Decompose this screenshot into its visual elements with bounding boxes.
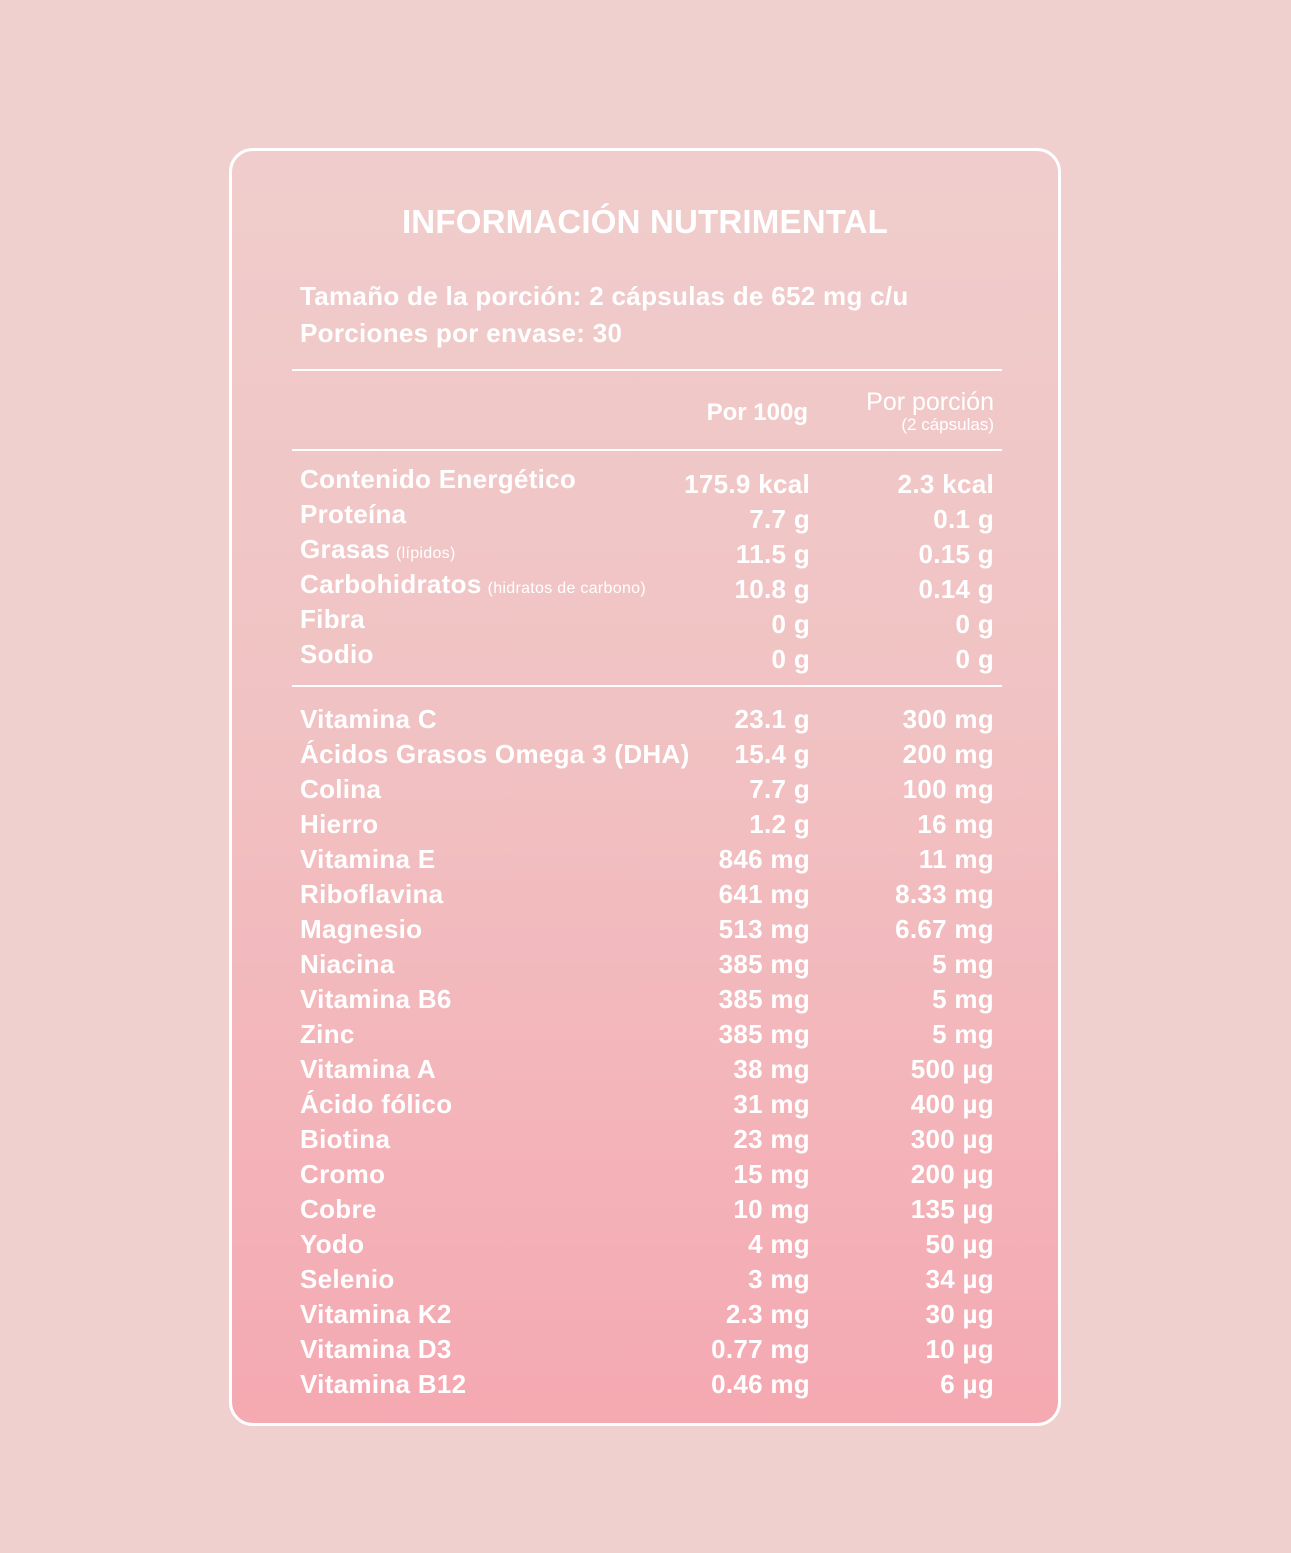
- value-per-100g: 7.7 g: [749, 504, 810, 534]
- value-per-100g: 0 g: [771, 644, 810, 674]
- nutrient-name: [300, 1227, 364, 1262]
- nutrient-name-text: Niacina: [300, 949, 395, 979]
- nutrient-name-text: Vitamina D3: [300, 1334, 452, 1364]
- value-per-100g: 513 mg: [718, 914, 810, 944]
- value-per-100g: 2.3 mg: [725, 1299, 810, 1329]
- value-per-serving: 6 µg: [940, 1369, 994, 1399]
- value-per-serving: 135 µg: [910, 1194, 994, 1224]
- nutrient-name: [300, 497, 406, 532]
- nutrient-row: [300, 947, 998, 982]
- nutrient-name: [300, 772, 381, 807]
- value-per-serving: 8.33 mg: [895, 879, 994, 909]
- nutrient-name-text: Zinc: [300, 1019, 355, 1049]
- value-per-serving: 11 mg: [918, 844, 994, 874]
- value-per-100g: 11.5 g: [735, 539, 810, 569]
- nutrient-name: [300, 1367, 466, 1402]
- value-per-100g: 23.1 g: [734, 704, 810, 734]
- nutrient-name-text: Vitamina E: [300, 844, 436, 874]
- nutrient-row: [300, 807, 998, 842]
- nutrient-row: [300, 982, 998, 1017]
- divider-header: [292, 449, 1002, 451]
- value-per-serving: 16 mg: [917, 809, 994, 839]
- value-per-100g: 175.9 kcal: [684, 469, 810, 499]
- nutrient-row: [300, 772, 998, 807]
- nutrient-name: [300, 1087, 452, 1122]
- value-per-serving: 100 mg: [902, 774, 994, 804]
- nutrient-name: [300, 637, 374, 672]
- micronutrient-list: [300, 702, 998, 1402]
- nutrient-name-text: Ácidos Grasos Omega 3 (DHA): [300, 739, 690, 769]
- label-title: INFORMACIÓN NUTRIMENTAL: [401, 203, 889, 240]
- value-per-100g: 15.4 g: [734, 739, 810, 769]
- nutrition-facts-panel: [229, 148, 1061, 1426]
- value-per-100g: 385 mg: [718, 1019, 810, 1049]
- value-per-serving: 34 µg: [925, 1264, 994, 1294]
- value-per-serving: 0.15 g: [918, 539, 994, 569]
- value-per-100g: 23 mg: [733, 1124, 810, 1154]
- nutrient-name: [300, 912, 422, 947]
- nutrient-row: [300, 1087, 998, 1122]
- nutrient-name: [300, 807, 378, 842]
- value-per-serving: 0 g: [955, 609, 994, 639]
- value-per-100g: 1.2 g: [749, 809, 810, 839]
- nutrient-row: [300, 842, 998, 877]
- value-per-serving: 0 g: [955, 644, 994, 674]
- nutrient-row: [300, 1227, 998, 1262]
- nutrient-row: [300, 602, 998, 637]
- nutrient-row: [300, 737, 998, 772]
- value-per-100g: 0 g: [771, 609, 810, 639]
- nutrient-note: (lípidos): [395, 545, 456, 562]
- value-per-100g: 846 mg: [718, 844, 810, 874]
- value-per-serving: 200 µg: [910, 1159, 994, 1189]
- value-per-100g: 0.77 mg: [711, 1334, 810, 1364]
- nutrient-name: [300, 842, 435, 877]
- value-per-serving: 0.14 g: [918, 574, 994, 604]
- divider-macros: [292, 685, 1002, 687]
- nutrient-name-text: Riboflavina: [300, 879, 444, 909]
- nutrient-note: (hidratos de carbono): [487, 580, 646, 597]
- value-per-serving: 300 µg: [910, 1124, 994, 1154]
- nutrient-row: [300, 532, 998, 567]
- divider-top: [292, 369, 1002, 371]
- nutrient-name: [300, 1192, 377, 1227]
- nutrient-row: [300, 1297, 998, 1332]
- nutrient-name: [300, 1122, 390, 1157]
- nutrient-name: [300, 1052, 436, 1087]
- value-per-serving: 300 mg: [902, 704, 994, 734]
- nutrient-name: [300, 877, 443, 912]
- nutrient-row: [300, 702, 998, 737]
- nutrient-name: [300, 702, 437, 737]
- column-header-per-serving-label: Por porción: [866, 388, 994, 416]
- nutrient-name-text: Vitamina B12: [300, 1369, 467, 1399]
- value-per-100g: 641 mg: [718, 879, 810, 909]
- value-per-100g: 3 mg: [748, 1264, 810, 1294]
- nutrient-row: [300, 877, 998, 912]
- nutrient-name-text: Vitamina B6: [300, 984, 452, 1014]
- value-per-100g: 10 mg: [733, 1194, 810, 1224]
- value-per-serving: 10 µg: [925, 1334, 994, 1364]
- nutrient-row: [300, 567, 998, 602]
- nutrient-name: [300, 462, 576, 497]
- value-per-serving: 30 µg: [925, 1299, 994, 1329]
- nutrient-name: [300, 737, 690, 772]
- value-per-100g: 10.8 g: [734, 574, 810, 604]
- value-per-100g: 0.46 mg: [711, 1369, 810, 1399]
- value-per-serving: 6.67 mg: [895, 914, 994, 944]
- nutrient-row: [300, 462, 998, 497]
- value-per-100g: 38 mg: [733, 1054, 810, 1084]
- value-per-serving: 200 mg: [902, 739, 994, 769]
- nutrient-row: [300, 1367, 998, 1402]
- nutrient-name-text: Contenido Energético: [300, 464, 577, 494]
- column-header-per-100g: Por 100g: [706, 399, 808, 426]
- value-per-serving: 0.1 g: [933, 504, 994, 534]
- nutrient-name-text: Yodo: [300, 1229, 365, 1259]
- value-per-100g: 4 mg: [748, 1229, 810, 1259]
- column-header-per-serving-sub: (2 cápsulas): [901, 415, 994, 434]
- value-per-serving: 5 mg: [932, 1019, 994, 1049]
- nutrient-name-text: Hierro: [300, 809, 379, 839]
- nutrient-name-text: Vitamina C: [300, 704, 437, 734]
- nutrient-row: [300, 1052, 998, 1087]
- nutrient-name: [300, 982, 452, 1017]
- nutrient-name-text: Sodio: [300, 639, 374, 669]
- nutrient-row: [300, 497, 998, 532]
- nutrient-name-text: Fibra: [300, 604, 366, 634]
- nutrient-row: [300, 1017, 998, 1052]
- servings-per-container: Porciones por envase: 30: [300, 318, 623, 348]
- serving-size: Tamaño de la porción: 2 cápsulas de 652 mg c/u: [300, 281, 909, 311]
- value-per-100g: 7.7 g: [749, 774, 810, 804]
- value-per-serving: 500 µg: [910, 1054, 994, 1084]
- nutrient-name-text: Biotina: [300, 1124, 391, 1154]
- nutrient-name-text: Carbohidratos: [300, 569, 482, 599]
- value-per-100g: 31 mg: [733, 1089, 810, 1119]
- nutrient-name-text: Grasas: [300, 534, 390, 564]
- nutrient-row: [300, 637, 998, 672]
- nutrient-row: [300, 1192, 998, 1227]
- nutrient-name: [300, 1017, 355, 1052]
- value-per-serving: 400 µg: [910, 1089, 994, 1119]
- nutrient-name-text: Colina: [300, 774, 382, 804]
- nutrient-name: [300, 1332, 452, 1367]
- value-per-100g: 15 mg: [733, 1159, 810, 1189]
- value-per-serving: 50 µg: [925, 1229, 994, 1259]
- nutrient-name: [300, 1157, 385, 1192]
- nutrient-name: [300, 602, 365, 637]
- nutrient-name: [300, 947, 395, 982]
- value-per-100g: 385 mg: [718, 949, 810, 979]
- nutrient-name: [300, 567, 646, 606]
- nutrient-row: [300, 1157, 998, 1192]
- nutrient-name: [300, 1297, 452, 1332]
- macronutrient-list: [300, 462, 998, 672]
- nutrient-row: [300, 1122, 998, 1157]
- nutrient-row: [300, 1262, 998, 1297]
- value-per-serving: 5 mg: [932, 949, 994, 979]
- nutrient-name-text: Selenio: [300, 1264, 395, 1294]
- nutrient-name-text: Vitamina K2: [300, 1299, 452, 1329]
- value-per-serving: 5 mg: [932, 984, 994, 1014]
- nutrient-name-text: Cobre: [300, 1194, 377, 1224]
- column-header-per-serving: [866, 389, 994, 435]
- nutrient-name: [300, 1262, 395, 1297]
- nutrient-name-text: Vitamina A: [300, 1054, 436, 1084]
- nutrient-name-text: Ácido fólico: [300, 1089, 453, 1119]
- nutrient-name: [300, 532, 456, 571]
- nutrient-name-text: Cromo: [300, 1159, 386, 1189]
- nutrient-name-text: Magnesio: [300, 914, 423, 944]
- value-per-serving: 2.3 kcal: [897, 469, 994, 499]
- value-per-100g: 385 mg: [718, 984, 810, 1014]
- nutrient-name-text: Proteína: [300, 499, 407, 529]
- nutrient-row: [300, 1332, 998, 1367]
- nutrient-row: [300, 912, 998, 947]
